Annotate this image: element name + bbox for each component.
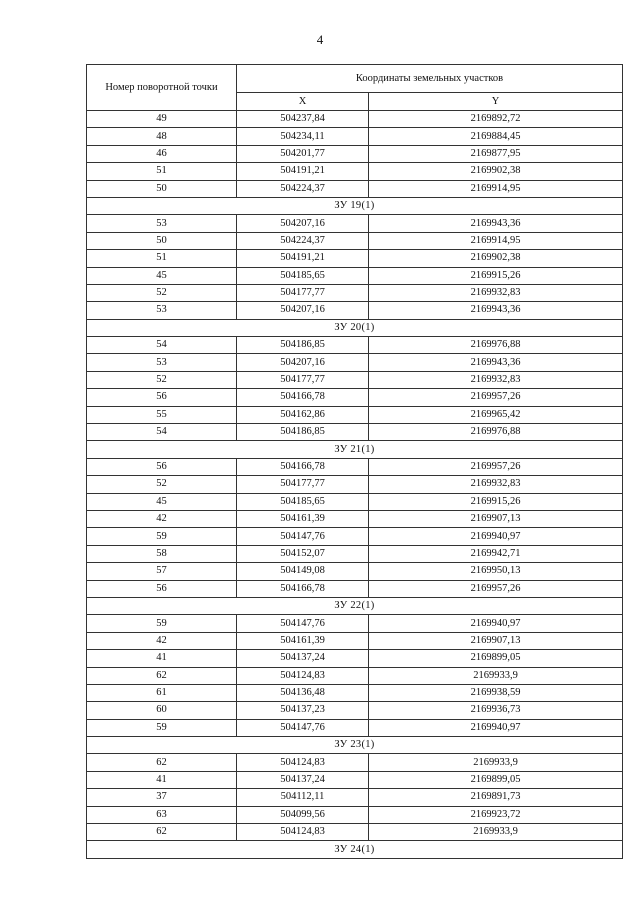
x-coordinate-cell: 504147,76 [237, 528, 369, 545]
y-coordinate-cell: 2169933,9 [369, 754, 623, 771]
table-row [87, 128, 623, 145]
x-coordinate-cell: 504147,76 [237, 615, 369, 632]
y-coordinate-cell: 2169943,36 [369, 215, 623, 232]
table-row [87, 337, 623, 354]
x-coordinate-cell: 504186,85 [237, 424, 369, 441]
y-coordinate-cell: 2169933,9 [369, 667, 623, 684]
x-coordinate-cell: 504137,24 [237, 650, 369, 667]
y-column-header: Y [369, 93, 623, 111]
table-row [87, 545, 623, 562]
point-number-cell: 56 [87, 389, 237, 406]
point-number-cell: 50 [87, 180, 237, 197]
point-number-cell: 58 [87, 545, 237, 562]
point-number-cell: 50 [87, 232, 237, 249]
point-number-cell: 46 [87, 145, 237, 162]
y-coordinate-cell: 2169965,42 [369, 406, 623, 423]
x-coordinate-cell: 504191,21 [237, 250, 369, 267]
section-row [87, 597, 623, 614]
coordinates-header: Координаты земельных участков [237, 65, 623, 93]
table-row [87, 580, 623, 597]
y-coordinate-cell: 2169976,88 [369, 424, 623, 441]
x-coordinate-cell: 504161,39 [237, 632, 369, 649]
point-number-cell: 48 [87, 128, 237, 145]
point-number-cell: 53 [87, 302, 237, 319]
point-number-cell: 61 [87, 684, 237, 701]
point-number-cell: 57 [87, 563, 237, 580]
x-coordinate-cell: 504124,83 [237, 667, 369, 684]
y-coordinate-cell: 2169907,13 [369, 510, 623, 527]
section-row [87, 841, 623, 858]
point-number-cell: 51 [87, 250, 237, 267]
x-coordinate-cell: 504137,24 [237, 771, 369, 788]
x-coordinate-cell: 504162,86 [237, 406, 369, 423]
point-number-cell: 62 [87, 667, 237, 684]
y-coordinate-cell: 2169907,13 [369, 632, 623, 649]
point-number-cell: 53 [87, 354, 237, 371]
x-coordinate-cell: 504207,16 [237, 354, 369, 371]
y-coordinate-cell: 2169915,26 [369, 267, 623, 284]
point-number-cell: 42 [87, 632, 237, 649]
y-coordinate-cell: 2169943,36 [369, 302, 623, 319]
point-number-cell: 62 [87, 754, 237, 771]
point-number-cell: 42 [87, 510, 237, 527]
coordinates-table [86, 64, 623, 859]
section-label: ЗУ 19(1) [87, 197, 623, 214]
table-row [87, 354, 623, 371]
table-header [87, 65, 623, 111]
table-row [87, 754, 623, 771]
point-number-cell: 41 [87, 771, 237, 788]
x-coordinate-cell: 504161,39 [237, 510, 369, 527]
section-label: ЗУ 24(1) [87, 841, 623, 858]
y-coordinate-cell: 2169942,71 [369, 545, 623, 562]
y-coordinate-cell: 2169884,45 [369, 128, 623, 145]
point-number-cell: 55 [87, 406, 237, 423]
y-coordinate-cell: 2169932,83 [369, 476, 623, 493]
table-row [87, 215, 623, 232]
y-coordinate-cell: 2169943,36 [369, 354, 623, 371]
table-row [87, 389, 623, 406]
section-row [87, 441, 623, 458]
x-coordinate-cell: 504177,77 [237, 284, 369, 301]
point-number-cell: 60 [87, 702, 237, 719]
x-column-header: X [237, 93, 369, 111]
y-coordinate-cell: 2169976,88 [369, 337, 623, 354]
table-row [87, 180, 623, 197]
y-coordinate-cell: 2169933,9 [369, 824, 623, 841]
x-coordinate-cell: 504201,77 [237, 145, 369, 162]
section-row [87, 197, 623, 214]
table-row [87, 424, 623, 441]
x-coordinate-cell: 504224,37 [237, 232, 369, 249]
table-row [87, 510, 623, 527]
x-coordinate-cell: 504152,07 [237, 545, 369, 562]
table-row [87, 493, 623, 510]
x-coordinate-cell: 504185,65 [237, 493, 369, 510]
table-row [87, 615, 623, 632]
x-coordinate-cell: 504136,48 [237, 684, 369, 701]
table-row [87, 719, 623, 736]
x-coordinate-cell: 504207,16 [237, 215, 369, 232]
point-number-cell: 59 [87, 615, 237, 632]
x-coordinate-cell: 504166,78 [237, 389, 369, 406]
y-coordinate-cell: 2169902,38 [369, 163, 623, 180]
section-label: ЗУ 21(1) [87, 441, 623, 458]
table-row [87, 789, 623, 806]
y-coordinate-cell: 2169957,26 [369, 458, 623, 475]
table-row [87, 771, 623, 788]
y-coordinate-cell: 2169914,95 [369, 180, 623, 197]
y-coordinate-cell: 2169932,83 [369, 284, 623, 301]
y-coordinate-cell: 2169940,97 [369, 528, 623, 545]
y-coordinate-cell: 2169902,38 [369, 250, 623, 267]
y-coordinate-cell: 2169923,72 [369, 806, 623, 823]
table-row [87, 476, 623, 493]
x-coordinate-cell: 504166,78 [237, 580, 369, 597]
x-coordinate-cell: 504185,65 [237, 267, 369, 284]
section-label: ЗУ 22(1) [87, 597, 623, 614]
point-number-cell: 59 [87, 528, 237, 545]
point-number-cell: 49 [87, 111, 237, 128]
table-row [87, 684, 623, 701]
point-number-cell: 52 [87, 284, 237, 301]
y-coordinate-cell: 2169914,95 [369, 232, 623, 249]
x-coordinate-cell: 504137,23 [237, 702, 369, 719]
table-row [87, 824, 623, 841]
table-row [87, 371, 623, 388]
point-number-cell: 37 [87, 789, 237, 806]
point-number-header: Номер поворотной точки [87, 65, 237, 111]
table-row [87, 563, 623, 580]
table-row [87, 632, 623, 649]
table-row [87, 667, 623, 684]
table-row [87, 232, 623, 249]
y-coordinate-cell: 2169877,95 [369, 145, 623, 162]
point-number-cell: 63 [87, 806, 237, 823]
page-number: 4 [316, 32, 324, 47]
point-number-cell: 45 [87, 493, 237, 510]
table-row [87, 250, 623, 267]
y-coordinate-cell: 2169957,26 [369, 580, 623, 597]
point-number-cell: 41 [87, 650, 237, 667]
point-number-cell: 54 [87, 424, 237, 441]
y-coordinate-cell: 2169938,59 [369, 684, 623, 701]
y-coordinate-cell: 2169950,13 [369, 563, 623, 580]
x-coordinate-cell: 504166,78 [237, 458, 369, 475]
y-coordinate-cell: 2169899,05 [369, 650, 623, 667]
table-row [87, 806, 623, 823]
table-row [87, 528, 623, 545]
x-coordinate-cell: 504224,37 [237, 180, 369, 197]
y-coordinate-cell: 2169932,83 [369, 371, 623, 388]
y-coordinate-cell: 2169957,26 [369, 389, 623, 406]
point-number-cell: 59 [87, 719, 237, 736]
table-row [87, 302, 623, 319]
table-row [87, 267, 623, 284]
table-row [87, 702, 623, 719]
x-coordinate-cell: 504177,77 [237, 476, 369, 493]
point-number-cell: 56 [87, 458, 237, 475]
point-number-cell: 45 [87, 267, 237, 284]
table-row [87, 145, 623, 162]
point-number-cell: 56 [87, 580, 237, 597]
x-coordinate-cell: 504207,16 [237, 302, 369, 319]
x-coordinate-cell: 504112,11 [237, 789, 369, 806]
x-coordinate-cell: 504124,83 [237, 824, 369, 841]
point-number-cell: 52 [87, 476, 237, 493]
table-row [87, 284, 623, 301]
y-coordinate-cell: 2169915,26 [369, 493, 623, 510]
x-coordinate-cell: 504234,11 [237, 128, 369, 145]
y-coordinate-cell: 2169940,97 [369, 615, 623, 632]
y-coordinate-cell: 2169892,72 [369, 111, 623, 128]
table-row [87, 163, 623, 180]
x-coordinate-cell: 504237,84 [237, 111, 369, 128]
section-row [87, 737, 623, 754]
table-body [87, 111, 623, 859]
table-row [87, 111, 623, 128]
point-number-cell: 62 [87, 824, 237, 841]
y-coordinate-cell: 2169936,73 [369, 702, 623, 719]
table-row [87, 406, 623, 423]
point-number-cell: 51 [87, 163, 237, 180]
table-row [87, 650, 623, 667]
x-coordinate-cell: 504186,85 [237, 337, 369, 354]
x-coordinate-cell: 504191,21 [237, 163, 369, 180]
point-number-cell: 52 [87, 371, 237, 388]
section-row [87, 319, 623, 336]
point-number-cell: 54 [87, 337, 237, 354]
section-label: ЗУ 20(1) [87, 319, 623, 336]
x-coordinate-cell: 504149,08 [237, 563, 369, 580]
x-coordinate-cell: 504147,76 [237, 719, 369, 736]
x-coordinate-cell: 504099,56 [237, 806, 369, 823]
point-number-cell: 53 [87, 215, 237, 232]
table-row [87, 458, 623, 475]
section-label: ЗУ 23(1) [87, 737, 623, 754]
x-coordinate-cell: 504177,77 [237, 371, 369, 388]
x-coordinate-cell: 504124,83 [237, 754, 369, 771]
y-coordinate-cell: 2169940,97 [369, 719, 623, 736]
y-coordinate-cell: 2169899,05 [369, 771, 623, 788]
y-coordinate-cell: 2169891,73 [369, 789, 623, 806]
